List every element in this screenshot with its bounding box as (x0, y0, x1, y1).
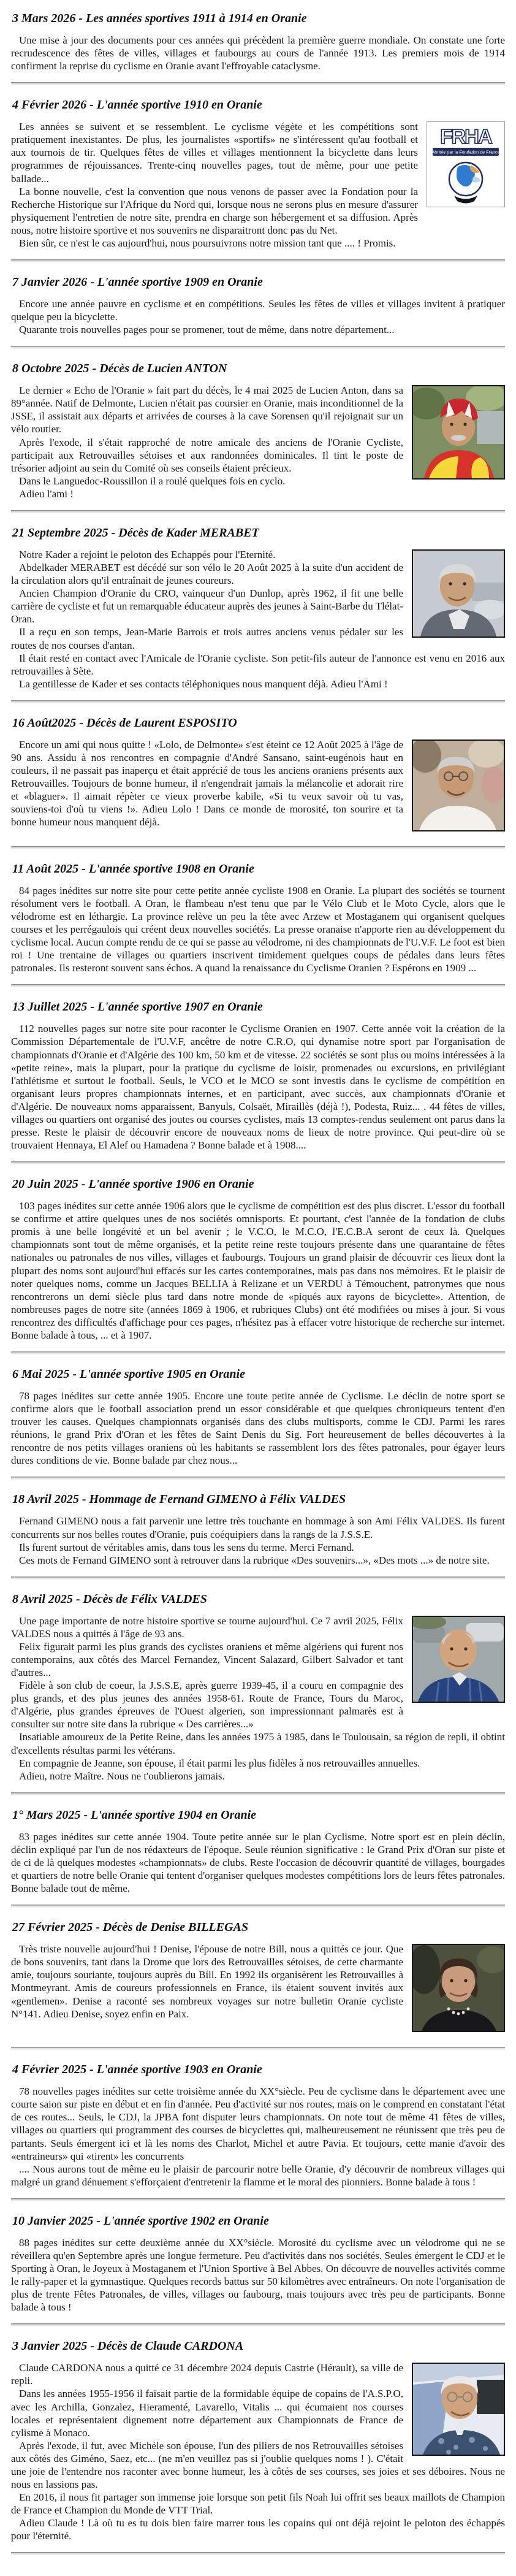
entry-paragraph: Ancien Champion d'Oranie du CRO, vainqueur d'un Dunlop, après 1962, il fit une belle carrière de cycliste et fut un remarquable éducateur auprès des jeunes à Saint-Barbe du Tlélat-Oran. (11, 587, 403, 625)
entry-paragraph: .... Nous aurons tout de même eu le plaisir de parcourir notre belle Oranie, d'y découvrir de nombreux villages qui malgré un grand dénuement s'efforçaient d'entretenir la flamme et le moral des pionniers. Bonne balade à tous ! (11, 2163, 505, 2188)
entry-title: 4 Février 2025 - L'année sportive 1903 en Oranie (12, 2063, 262, 2077)
separator (11, 1477, 505, 1480)
separator (11, 2552, 505, 2555)
separator (11, 510, 505, 513)
news-entry (11, 2206, 505, 2316)
separator (11, 700, 505, 703)
news-entry (11, 518, 505, 693)
entry-title: 27 Février 2025 - Décès de Denise BILLEGAS (12, 1921, 248, 1935)
entry-title: 8 Octobre 2025 - Décès de Lucien ANTON (12, 362, 227, 376)
separator (11, 2323, 505, 2326)
entry-title: 3 Mars 2026 - Les années sportives 1911 à 1914 en Oranie (12, 12, 307, 25)
news-entry (11, 708, 505, 839)
entry-title: 8 Avril 2025 - Décès de Félix VALDES (12, 1592, 207, 1606)
entry-paragraph: 88 pages inédites sur cette deuxième année du XX°siècle. Morosité du cyclisme avec un vélodrome qui ne se réveillera qu'en Septembre après une longue fermeture. Peu d'activités dans nos sociétés. Seules émergent le CDJ et le Sporting à Oran, le Joyeux à Mostaganem et l'Union Sportive à Bel Abbes. On découvre de nouvelles activités comme le rally-paper et la gymnastique. Quelques records battus sur 50 kilomètres avec entraîneurs. On note l'organisation de plus de trente Fêtes Patronales, de villes, villages ou faubourg, mais toujours avec très peu de participants. Bonne balade à tous ! (11, 2236, 505, 2314)
news-entry (11, 1913, 505, 2039)
entry-paragraph: Quarante trois nouvelles pages pour se promener, tout de même, dans notre département... (19, 324, 395, 336)
entry-paragraph: 84 pages inédites sur notre site pour cette petite année cycliste 1908 en Oranie. La plupart des sociétés se tournent résolument vers le football. A Oran, le flambeau n'est tenu que par le Vélo Club et le Moto Cycle, alors que le vélodrome est en léthargie. La province relève un peu la tête avec Arzew et Mostaganem qui organisent quelques courses et les perrégaulois qui créent deux nouvelles sociétés. La presse oranaise n'apporte rien au développement du cyclisme local. Aucun compte rendu de ce qui se passe au vélodrome, ni des championnats de l'U.V.F. Le foot est bien roi ! Une trentaine de villages ou quartiers inscrivent timidement quelques coups de pédales dans leurs fêtes patronales. Ils resteront souvent sans échos. A quand la renaissance du Cyclisme Oranien ? Espérons en 1909 ... (11, 884, 505, 974)
news-entry (11, 2055, 505, 2191)
entry-paragraph: Claude CARDONA nous a quitté ce 31 décembre 2024 depuis Castrie (Hérault), sa ville de repli. (11, 2362, 403, 2387)
entry-paragraph: 103 pages inédites sur cette année 1906 alors que le cyclisme de compétition est des plus discret. L'essor du football se confirme et attire quelques unes de nos sociétés omnisports. Et pourtant, c'est l'année de la fondation de clubs promis à une belle longévité et un bel avenir ; le V.C.O, le M.C.O, l'E.C.B.A seront de ceux là. Quelques championnats sont tout de même organisés, et la petite reine reste toujours présente dans une quarantaine de fêtes nationales ou patronales de nos villes, villages et faubourgs. Toujours un grand plaisir de découvrir ces lieux dont la plupart des noms sont aujourd'hui effacés sur les cartes contemporaines, mais pas dans nos mémoires. Et le plaisir de noter quelques noms, comme un Jacques BELLIA à Relizane et un VERDU à Témouchent, patronymes que nous rencontrerons un demi siècle plus tard dans notre monde de «piqués aux rayons de bicyclette». Attention, de nombreuses pages de notre site (années 1869 à 1906, et rubriques Clubs) ont été modifiées ou mises à jour. Si vous rencontrez des difficultés d'affichage pour ces pages, n'hésitez pas à effacer votre historique de recherche sur internet. Bonne balade à tous, ... et à 1907. (11, 1200, 505, 1341)
hand-icon (454, 196, 477, 204)
frha-banner-text: Abritée par la Fondation de France (431, 149, 500, 155)
entry-title: 4 Février 2026 - L'année sportive 1910 en Oranie (12, 98, 262, 112)
entry-paragraph: Adieu l'ami ! (19, 487, 74, 500)
entry-paragraph: Fernand GIMENO nous a fait parvenir une lettre très touchante en hommage à son Ami Félix VALDES. Ils furent concurrents sur nos belles routes d'Oranie, puis coéquipiers dans la rangs de la J.S.S.E. (11, 1515, 505, 1540)
felix-valdes-photo (412, 1616, 505, 1703)
globe-icon (449, 162, 482, 196)
entry-paragraph: Notre Kader a rejoint le peloton des Echappés pour l'Eternité. (19, 548, 276, 560)
entry-title: 10 Janvier 2025 - L'année sportive 1902 en Oranie (12, 2214, 269, 2228)
entry-paragraph: Bien sûr, ce n'est le cas aujourd'hui, nous poursuivrons notre mission tant que .... ! Promis. (19, 237, 396, 249)
entry-paragraph: En 2016, il nous fit partager son immense joie lorsque son petit fils Noah lui offrit ses beaux maillots de Champion de France et Champion du Monde de VTT Trial. (11, 2491, 505, 2517)
entry-title: 18 Avril 2025 - Hommage de Fernand GIMENO à Félix VALDES (12, 1492, 346, 1507)
news-entry (11, 2331, 505, 2545)
news-entry (11, 992, 505, 1154)
entry-title: 11 Août 2025 - L'année sportive 1908 en Oranie (12, 862, 254, 876)
denise-billegas-photo (412, 1944, 505, 2032)
separator (11, 82, 505, 85)
separator (11, 1577, 505, 1580)
entry-paragraph: Encore une année pauvre en cyclisme et en compétitions. Seules les fêtes de villes et villages invitent à pratiquer quelque peu la bicyclette. (11, 298, 505, 323)
entry-title: 16 Août2025 - Décès de Laurent ESPOSITO (12, 716, 237, 730)
entry-paragraph: Une mise à jour des documents pour ces années qui précèdent la première guerre mondiale. On constate une forte recrudescence des fêtes de villes, villages et faubourgs au cours de l'année 1913. Les premiers mois de 1914 confirment la reprise du cyclisme en Oranie avant l'effroyable cataclysme. (11, 34, 505, 72)
entry-title: 3 Janvier 2025 - Décès de Claude CARDONA (12, 2339, 244, 2353)
entry-paragraph: Insatiable amoureux de la Petite Reine, dans les années 1975 à 1985, dans le Toulousain, sa région de repli, il obtint d'excellents résultas parmi les vétérans. (11, 1731, 505, 1756)
entry-paragraph: La gentillesse de Kader et ses contacts téléphoniques nous manquent déjà. Adieu l'Ami ! (19, 678, 388, 690)
separator (11, 1792, 505, 1795)
entry-paragraph: 83 pages inédites sur cette année 1904. Toute petite année sur le plan Cyclisme. Notre sport est en plein déclin, déclin expliqué par l'un de nos rédaxteurs de l'époque. Seule réunion significative : le Grand Prix d'Oran sur piste et de ci de là quelques modestes «championnats» de clubs. Reste l'occasion de découvrir quantité de villages, bourgades et quartiers de notre belle Oranie qui tentent d'organiser quelques modestes compétitions lors de leurs fêtes patronales. Bonne balade tout de même. (11, 1830, 505, 1895)
news-entry (11, 4, 505, 75)
news-entry (11, 1169, 505, 1344)
entry-paragraph: Dans le Languedoc-Roussillon il a roulé quelques fois en cyclo. (19, 475, 286, 487)
kader-merabet-photo (412, 549, 505, 638)
entry-paragraph: La bonne nouvelle, c'est la convention que nous venons de passer avec la Fondation pour la Recherche Historique sur l'Afrique du Nord qui, lorsque nous ne serons plus en mesure d'assurer physiquement l'entretien de notre site, prendra en charge son hébergement et sa diffusion. Après nous, notre histoire sportive et nos souvenirs ne disparaitront donc pas du Net. (11, 185, 418, 236)
news-entry (11, 267, 505, 338)
entry-paragraph: Adieu Claude ! Là où tu es tu dois bien faire marrer tous les copains qui ont déjà rejoint le peloton des échappés pour l'éternité. (11, 2517, 505, 2542)
entry-title: 21 Septembre 2025 - Décès de Kader MERABET (12, 526, 259, 540)
entry-title: 7 Janvier 2026 - L'année sportive 1909 en Oranie (12, 275, 263, 289)
entry-paragraph: Fidèle à son club de coeur, la J.S.S.E, après guerre 1939-45, il a couru en compagnie des plus grands, et des plus jeunes des années 1958-61. Route de France, Tours du Maroc, d'Algérie, plus grandes épreuves de l'Ouest algerien, son impressionnant palmarès est à consulter sur notre site dans la rubrique « Des carrières...» (11, 1680, 403, 1730)
separator (11, 846, 505, 849)
entry-paragraph: Après l'exode, il s'était rapproché de notre amicale des anciens de l'Oranie Cycliste, participait aux Retrouvailles sétoises et aux randonnées dominicales. Il tint le poste de trésorier adjoint au sein du Comité où ses conseils étaient précieux. (11, 436, 403, 474)
entry-paragraph: Après l'exode, il fut, avec Michèle son épouse, l'un des piliers de nos Retrouvailles sétoises aux côtés des Giméno, Saez, etc... (ne m'en veuillez pas si j'oublie quelques noms ! ). C'était une joie de l'entendre nos raconter avec bonne humeur, les à côtés de ses courses, ses joies et ses déboires. Nous ne nous en lassions pas. (11, 2439, 505, 2490)
entry-paragraph: Il était resté en contact avec l'Amicale de l'Oranie cycliste. Son petit-fils auteur de l'annonce est venu en 2016 aux retrouvailles à Sète. (11, 652, 505, 677)
entry-title: 20 Juin 2025 - L'année sportive 1906 en Oranie (12, 1177, 254, 1191)
bald-head (440, 1629, 477, 1671)
entry-paragraph: Felix figurait parmi les plus grands des cyclistes oraniens et même algériens qui furent nos contemporains, aux côtés des Marcel Fernandez, Vincent Salazard, Gilbert Salvador et tant d'autres... (11, 1640, 403, 1679)
news-entry (11, 1800, 505, 1897)
entry-paragraph: Le dernier « Echo de l'Oranie » fait part du décès, le 4 mai 2025 de Lucien Anton, dans sa 89°année. Natif de Delmonte, Lucien n'était pas coursier en Oranie, mais inconditionnel de la JSSE, il assistait aux départs et arrivées de courses à la cave Sorensen qu'il rejoignait sur un vélo routier. (11, 384, 403, 435)
entry-paragraph: Une page importante de notre histoire sportive se tourne aujourd'hui. Ce 7 avril 2025, Félix VALDES nous a quittés à l'âge de 93 ans. (11, 1615, 403, 1640)
entry-title: 6 Mai 2025 - L'année sportive 1905 en Oranie (12, 1367, 245, 1381)
news-entry (11, 854, 505, 977)
entry-paragraph: Abdelkader MERABET est décédé sur son vélo le 20 Août 2025 à la suite d'un accident de la circulation alors qu'il entraînait de jeunes coureurs. (11, 562, 403, 587)
entry-paragraph: 78 nouvelles pages inédites sur cette troisième année du XX°siècle. Peu de cyclisme dans le département avec une courte saion sur piste en début et en fin d'année. Peu d'activité sur nos routes, mais on le comprend en constatant l'état de ces routes... Seuls, le CDJ, la JPBA font disputer leurs championnats. On note tout de même 41 fêtes de villes, villages ou quartiers qui programment des courses de bicyclettes qui, malheureusement ne réunissent que très peu de partants. Seuls émergent ici et là les noms des Charlot, Michel et autre Pavia. Et toujours, cette manie d'avoir des «entraineurs» qui «tirent» les concurrents (11, 2085, 505, 2162)
moustache (451, 435, 466, 441)
separator (11, 346, 505, 349)
entry-paragraph: Les années se suivent et se ressemblent. Le cyclisme végète et les compétitions sont pratiquement inexistantes. De plus, les journalistes «sportifs» ne s'intéressent qu'au football et aux tournois de tir. Quelques fêtes de villes et villages mentionnent la bicyclette dans leurs programmes de réjouissances. Trente-cinq nouvelles pages, tout de même, pour une petite ballade... (11, 121, 418, 185)
frha-logo (427, 121, 505, 207)
entry-paragraph: Ils furent surtout de véritables amis, dans tous les sens du terme. Merci Fernand. (19, 1541, 354, 1553)
separator (11, 984, 505, 987)
news-entry (11, 1584, 505, 1785)
laurent-esposito-photo (412, 740, 505, 831)
entry-paragraph: Il a reçu en son temps, Jean-Marie Barrois et trois autres anciens venus pédaler sur les routes de nos courses d'antan. (11, 626, 403, 651)
entry-paragraph: 78 pages inédites sur cette année 1905. Encore une toute petite année de Cyclisme. Le déclin de notre sport se confirme alors que le football association prend un essor considérable et que quelques chroniqueurs tentent d'en trouver les causes. Quelques championnats organisés dans des clubs multisports, comme le CDJ. Parmi les rares réunions, le grand Prix d'Oran et les fêtes de Saint Denis du Sig. Fort heureusement de belles découvertes à la rencontre de nos petits villages oraniens où les habitants se rassemblent lors des fêtes patronales, pour égayer leurs dures conditions de vie. Bonne balade par chez nous... (11, 1390, 505, 1467)
news-entry (11, 1485, 505, 1569)
separator (11, 2047, 505, 2050)
entry-title: 1° Mars 2025 - L'année sportive 1904 en Oranie (12, 1808, 256, 1822)
separator (11, 1161, 505, 1164)
news-entry (11, 90, 505, 252)
news-entry (11, 1359, 505, 1469)
entry-paragraph: Encore un ami qui nous quitte ! «Lolo, de Delmonte» s'est éteint ce 12 Août 2025 à l'âge de 90 ans. Assidu à nos rencontres en compagnie d'André Sansano, saint-eugénois haut en couleurs, il ne passait pas inaperçu et était apprécié de tous les anciens oraniens présents aux Retrouvailles. Toujours de bonne humeur, il n'engendrait jamais la mélancolie et adorait rire et «blaguer». Il aimait répèter ce vieux proverbe kabile, «Si tu veux savoir où tu vas, souviens-toi d'où tu viens !». Adieu Lolo ! Dans ce monde de morosité, ton sourire et ta bonne humeur nous manquent déjà. (11, 738, 403, 828)
entry-paragraph: 112 nouvelles pages sur notre site pour raconter le Cyclisme Oranien en 1907. Cette année voit la création de la Commission Départementale de l'U.V.F, ancêtre de notre C.R.O, qui dynamise notre sport par l'organisation de championnats d'Oranie et d'Algérie des 100 km, 50 km et de vitesse. 22 sociétés se sont plus ou moins intéressées à la «petite reine», mais la plupart, pour la pratique du cyclisme de loisir, promenades ou excursions, en privilégiant l'athlétisme et surtout le football. Seuls, le VCO et le MCO se sont investis dans le cyclisme de compétition en organisant leurs propres championnats internes, et en participant, avec succès, aux championnats d'Oranie et d'Algérie. De nouveaux noms apparaissent, Banyuls, Colsaët, Miraillès (déjà !), Podesta, Ruiz... . 44 fêtes de villes, villages ou quartiers ont organisé des joutes ou courses cyclistes, mais 13 comptes-rendus seulement ont parus dans la presse. Reste le plaisir de découvrir encore de nouveaux noms de lieux de notre province. Qui peut-dire où se trouvaient Hennaya, El Alef ou Hamadena ? Bonne balade et à 1908.... (11, 1023, 505, 1152)
entry-paragraph: En compagnie de Jeanne, son épouse, il était parmi les plus fidèles à nos retrouvailles annuelles. (19, 1757, 420, 1769)
news-entry (11, 354, 505, 503)
entry-paragraph: Très triste nouvelle aujourd'hui ! Denise, l'épouse de notre Bill, nous a quittés ce jour. Que de bons souvenirs, tant dans la Drome que lors des Retrouvailles sétoises, de cette charmante amie, toujours souriante, toujours auprès du Bill. En 1992 ils organisèrent les Retrouvailles à Montmeyrant. Amis de coureurs professionnels en France, ils étaient souvent invités aux «gentlemen». Denise a raconté ses nombreux voyages sur notre bulletin Oranie cycliste N°141. Adieu Denise, soyez enfin en Paix. (11, 1943, 403, 2020)
entry-paragraph: Adieu, notre Maître. Nous ne t'oublierons jamais. (19, 1770, 225, 1782)
chair (477, 2380, 504, 2414)
lucien-anton-photo (412, 385, 505, 480)
frha-acronym-text: FRHA (440, 125, 491, 148)
separator (11, 1905, 505, 1908)
entry-paragraph: Ces mots de Fernand GIMENO sont à retrouver dans la rubrique «Des souvenirs...», «Des mots ...» de notre site. (19, 1554, 490, 1566)
separator (11, 259, 505, 262)
claude-cardona-photo (412, 2363, 505, 2456)
entry-title: 13 Juillet 2025 - L'année sportive 1907 en Oranie (12, 1000, 263, 1014)
separator (11, 1351, 505, 1355)
separator (11, 2198, 505, 2201)
entry-paragraph: Dans les années 1955-1956 il faisait partie de la formidable équipe de copains de l'A.S.P.O, avec les Archilla, Gonzalez, Hieramenté, Lavarello, Vitalis ... qui écumaient nos courses locales et représentaient dignement notre département aux Championnats de France de cylisme à Monaco. (11, 2388, 403, 2439)
